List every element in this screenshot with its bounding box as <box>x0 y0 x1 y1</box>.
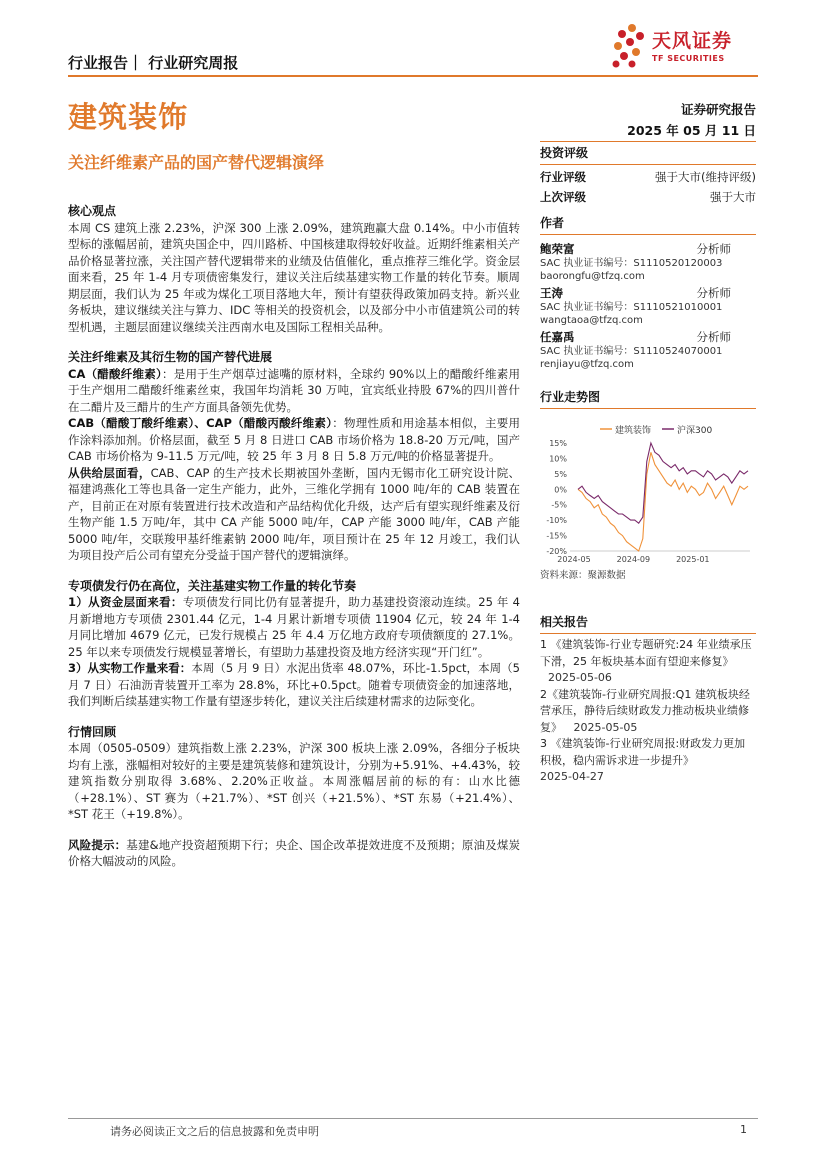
report-date: 2025 年 05 月 11 日 <box>627 123 756 138</box>
y-tick-label: 0% <box>554 485 567 495</box>
cab-text: ：物理性质和用途基本相似，主要用作涂料添加剂。价格层面，截至 5 月 8 日进口 CAB 市场价格为 18.8-20 万元/吨，国产 CAB 市场价格为 9-11.5 万元/吨，较 25 年 3 月 8 日 5.8 万元/吨的价格显著提升。 <box>68 416 521 463</box>
risk-text: 基建&地产投资超预期下行；央企、国企改革提效进度不及预期；原油及煤炭价格大幅波动的风险。 <box>68 837 520 868</box>
trend-chart <box>540 413 756 565</box>
related-date: 2025-05-05 <box>573 720 638 734</box>
x-tick-label: 2025-01 <box>676 555 710 564</box>
supply-paragraph <box>68 465 520 564</box>
author-role: 分析师 <box>696 242 731 256</box>
report-type: 行业报告｜ 行业研究周报 <box>68 54 239 72</box>
related-item[interactable] <box>540 687 756 737</box>
rating-value: 强于大市(维持评级) <box>655 170 756 184</box>
y-tick-label: -10% <box>546 516 567 526</box>
y-tick-label: -20% <box>546 547 567 556</box>
rating-key: 行业评级 <box>540 170 586 184</box>
cab-paragraph <box>68 415 520 465</box>
related-heading: 相关报告 <box>540 613 756 634</box>
ca-paragraph <box>68 366 520 416</box>
trend-source: 资料来源：聚源数据 <box>540 570 626 581</box>
body-content <box>68 203 520 870</box>
author-cert: SAC 执业证书编号：S1110524070001 <box>540 346 723 357</box>
author-entry <box>540 241 756 283</box>
risk-paragraph <box>68 837 520 870</box>
logo-text-en: TF SECURITIES <box>652 54 725 63</box>
page-number: 1 <box>740 1123 747 1136</box>
trend-heading: 行业走势图 <box>540 388 756 409</box>
related-text: 2《建筑装饰-行业研究周报:Q1 建筑板块经营承压，静待后续财政发力推动板块业绩修复》 <box>540 687 750 734</box>
x-tick-label: 2024-05 <box>557 555 591 564</box>
author-cert: SAC 执业证书编号：S1110521010001 <box>540 302 723 313</box>
sector-title: 建筑装饰 <box>68 100 189 134</box>
author-email[interactable]: baorongfu@tfzq.com <box>540 271 645 282</box>
bond1-paragraph <box>68 594 520 660</box>
rating-row <box>540 189 756 205</box>
rating-value: 强于大市 <box>710 190 756 204</box>
footer-divider <box>68 1118 758 1119</box>
company-logo <box>610 22 760 72</box>
bond1-text: 专项债发行同比仍有显著提升，助力基建投资滚动连续。25 年 4 月新增地方专项债 2301.44 亿元，1-4 月累计新增专项债 11904 亿元，较 24 年 1-4 月同比增加 4679 亿元，已发行规模占 25 年 4.4 万亿地方政府专项债额度的 27.1%。25 年以来专项债发行规模显著增长，有望助力基建投资及地方经济实现“开门红”。 <box>68 595 520 659</box>
cab-lead: CAB（醋酸丁酸纤维素）、CAP（醋酸丙酸纤维素） <box>68 416 333 430</box>
ca-lead: CA（醋酸纤维素） <box>68 366 162 381</box>
y-tick-label: 5% <box>554 469 567 479</box>
series-line <box>578 452 748 551</box>
report-title: 关注纤维素产品的国产替代逻辑演绎 <box>68 153 325 172</box>
author-cert: SAC 执业证书编号：S1110520120003 <box>540 258 723 269</box>
logo-text-cn: 天风证券 <box>652 30 733 52</box>
market-paragraph: 本周（0505-0509）建筑指数上涨 2.23%，沪深 300 板块上涨 2.09%，各细分子板块均有上涨，涨幅相对较好的主要是建筑装修和建筑设计，分别为+5.91%、+4.43%，较建筑指数分别取得 3.68%、2.20%正收益。本周涨幅居前的标的有：山水比德（+28.1%）、ST 赛为（+21.7%）、*ST 创兴（+21.5%）、*ST 东易（+21.4%）、*ST 花王（+19.8%）。 <box>68 741 520 821</box>
rating-section <box>540 141 756 205</box>
bond3-paragraph <box>68 660 520 710</box>
author-role: 分析师 <box>696 286 731 300</box>
y-tick-label: 15% <box>549 439 567 448</box>
author-entry <box>540 285 756 327</box>
supply-text: CAB、CAP 的生产技术长期被国外垄断，国内无锡市化工研究设计院、福建鸿燕化工等也具备一定生产能力，此外，三维化学拥有 1000 吨/年的 CAB 装置在产，目前正在对原有装置进行技术改造和产品结构优化升级，达产后有望实现纤维素及衍生物产能 1.5 万吨/年，其中 CA 产能 5000 吨/年，CAP 产能 3000 吨/年，CAB 产能 5000 吨/年，交联羧甲基纤维素钠 2000 吨/年，项目预计在 25 年 12 月竣工，我们认为项目投产后公司有望充分受益于国产替代的逻辑演绎。 <box>68 465 521 562</box>
legend-label: 建筑装饰 <box>615 426 652 436</box>
rating-key: 上次评级 <box>540 190 586 204</box>
bond-heading: 专项债发行仍在高位，关注基建实物工作量的转化节奏 <box>68 578 357 593</box>
author-name: 王涛 <box>540 286 563 300</box>
report-label: 证券研究报告 <box>680 102 756 117</box>
rating-heading: 投资评级 <box>540 144 756 165</box>
author-name: 鲍荣富 <box>540 242 575 256</box>
related-item[interactable] <box>540 736 756 786</box>
x-tick-label: 2024-09 <box>616 555 651 564</box>
related-date: 2025-05-06 <box>548 671 612 684</box>
risk-lead: 风险提示： <box>68 837 127 852</box>
rating-row <box>540 169 756 185</box>
logo-mark-icon <box>610 22 650 70</box>
market-heading: 行情回顾 <box>68 724 117 739</box>
footer-disclaimer[interactable]: 请务必阅读正文之后的信息披露和免责申明 <box>110 1125 319 1138</box>
trend-section <box>540 388 756 582</box>
related-item[interactable] <box>540 637 756 687</box>
author-email[interactable]: wangtaoa@tfzq.com <box>540 315 643 326</box>
core-heading: 核心观点 <box>68 204 117 218</box>
top-divider <box>68 75 758 77</box>
legend-label: 沪深300 <box>677 426 713 436</box>
authors-section <box>540 214 756 371</box>
ca-text: ：是用于生产烟草过滤嘴的原材料，全球约 90%以上的醋酸纤维素用于生产烟用二醋酸纤维素丝束，我国年均消耗 30 万吨，宜宾纸业持股 67%的四川普什在二醋片及三醋片的生产方面具备领先优势。 <box>68 366 520 414</box>
related-text: 3 《建筑装饰-行业研究周报:财政发力更加积极，稳内需诉求进一步提升》 <box>540 737 746 767</box>
core-paragraph: 本周 CS 建筑上涨 2.23%，沪深 300 上涨 2.09%，建筑跑赢大盘 0.14%。中小市值转型标的涨幅居前，建筑央国企中，四川路桥、中国核建取得较好收益。近期纤维素相关产品价格显著拉涨，关注国产替代逻辑带来的业绩及估值催化，重点推荐三维化学。资金层面来看，25 年 1-4 月专项债密集发行，建议关注后续基建实物工作量的转化节奏。顺周期层面，我们认为 25 年或为煤化工项目落地大年，预计有望获得政策加码支持。新兴业务板块，建议继续关注与算力、IDC 等相关的投资机会，以及部分中小市值建筑公司的转型机遇，主题层面建议继续关注西南水电及国际工程相关品种。 <box>68 220 520 334</box>
series-line <box>578 443 748 523</box>
bond3-text: 本周（5 月 9 日）水泥出货率 48.07%，环比-1.5pct，本周（5 月 7 日）石油沥青装置开工率为 28.8%，环比+0.5pct。随着专项债资金的加速落地，我们判断后续基建实物工作量有望逐步转化，建议关注后续建材需求的边际变化。 <box>68 661 520 708</box>
bond3-lead: 3）从实物工作量来看： <box>68 661 192 675</box>
authors-heading: 作者 <box>540 214 756 235</box>
related-section <box>540 613 756 786</box>
y-tick-label: 10% <box>549 454 567 464</box>
supply-lead: 从供给层面看， <box>68 465 151 480</box>
related-date: 2025-04-27 <box>540 770 604 783</box>
author-entry <box>540 329 756 371</box>
y-tick-label: -5% <box>551 500 567 510</box>
related-text: 1 《建筑装饰-行业专题研究:24 年业绩承压下滑，25 年板块基本面有望迎来修复》 <box>540 638 752 668</box>
author-email[interactable]: renjiayu@tfzq.com <box>540 359 634 370</box>
author-name: 任嘉禹 <box>540 330 575 344</box>
author-role: 分析师 <box>696 330 731 344</box>
fiber-heading: 关注纤维素及其衍生物的国产替代进展 <box>68 350 273 364</box>
bond1-lead: 1）从资金层面来看： <box>68 595 183 609</box>
y-tick-label: -15% <box>546 531 567 541</box>
